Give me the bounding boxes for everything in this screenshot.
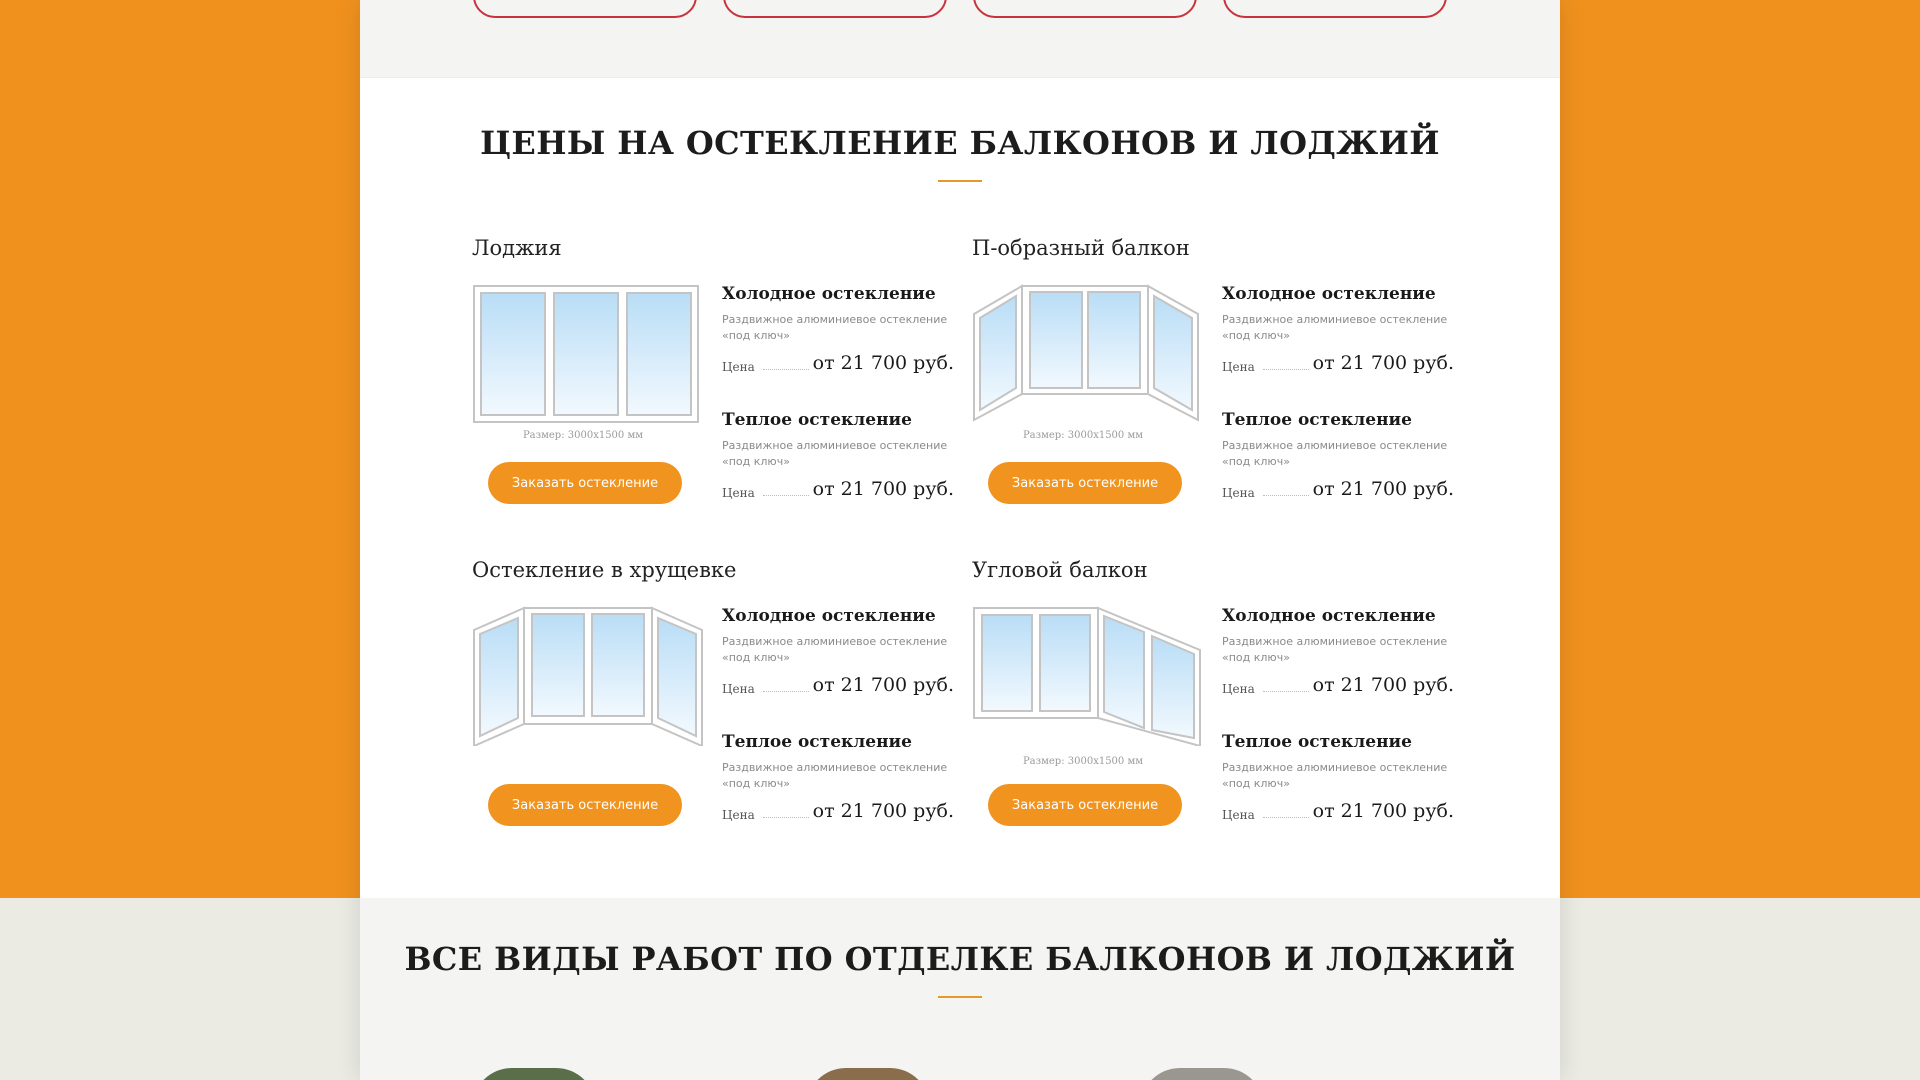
- price-value: от 21 700 руб.: [1312, 478, 1454, 500]
- previous-section: [360, 0, 1560, 78]
- option-name: Холодное остекление: [722, 606, 936, 626]
- top-tab-button[interactable]: [1223, 0, 1447, 18]
- price-leader: [1263, 495, 1309, 496]
- price-row: [1222, 800, 1454, 822]
- work-photo-thumbnail[interactable]: [472, 1068, 596, 1080]
- page-content: [360, 0, 1560, 1080]
- top-tab-button[interactable]: [473, 0, 697, 18]
- price-value: от 21 700 руб.: [812, 674, 954, 696]
- size-label: Размер: 3000х1500 мм: [522, 430, 644, 441]
- order-glazing-button[interactable]: Заказать остекление: [988, 462, 1182, 504]
- price-value: от 21 700 руб.: [1312, 674, 1454, 696]
- price-row: [722, 478, 954, 500]
- price-leader: [1263, 817, 1309, 818]
- price-leader: [763, 369, 809, 370]
- cold-glazing-option: [722, 284, 954, 374]
- option-name: Теплое остекление: [722, 410, 912, 430]
- prices-section-title: ЦЕНЫ НА ОСТЕКЛЕНИЕ БАЛКОНОВ И ЛОДЖИЙ: [480, 124, 1440, 162]
- card-title: Угловой балкон: [972, 558, 1148, 582]
- size-label: Размер: 3000х1500 мм: [1022, 430, 1144, 441]
- price-label: Цена: [722, 808, 755, 822]
- top-tab-button[interactable]: [973, 0, 1197, 18]
- price-leader: [763, 495, 809, 496]
- price-row: [1222, 352, 1454, 374]
- option-description: Раздвижное алюминиевое остекление «под ключ»: [1222, 313, 1448, 342]
- warm-glazing-option: [1222, 732, 1454, 822]
- price-value: от 21 700 руб.: [812, 478, 954, 500]
- title-divider: [938, 996, 982, 998]
- warm-glazing-option: [1222, 410, 1454, 500]
- option-name: Теплое остекление: [1222, 410, 1412, 430]
- warm-glazing-option: [722, 732, 954, 822]
- price-value: от 21 700 руб.: [1312, 352, 1454, 374]
- option-name: Холодное остекление: [722, 284, 936, 304]
- cold-glazing-option: [722, 606, 954, 696]
- order-glazing-button[interactable]: Заказать остекление: [488, 462, 682, 504]
- price-label: Цена: [1222, 682, 1255, 696]
- price-row: [722, 674, 954, 696]
- option-name: Холодное остекление: [1222, 284, 1436, 304]
- option-name: Теплое остекление: [1222, 732, 1412, 752]
- works-section: [360, 898, 1560, 1080]
- option-name: Холодное остекление: [1222, 606, 1436, 626]
- option-description: Раздвижное алюминиевое остекление «под ключ»: [722, 761, 948, 790]
- straight-window-icon: [472, 284, 704, 424]
- cold-glazing-option: [1222, 284, 1454, 374]
- price-row: [722, 800, 954, 822]
- card-title: П-образный балкон: [972, 236, 1190, 260]
- option-description: Раздвижное алюминиевое остекление «под ключ»: [1222, 761, 1448, 790]
- option-description: Раздвижное алюминиевое остекление «под ключ»: [1222, 635, 1448, 664]
- price-card-khrushchevka: [472, 558, 962, 858]
- trapezoid-window-icon: [472, 606, 704, 746]
- price-label: Цена: [1222, 360, 1255, 374]
- option-description: Раздвижное алюминиевое остекление «под ключ»: [1222, 439, 1448, 468]
- title-divider: [938, 180, 982, 182]
- option-description: Раздвижное алюминиевое остекление «под ключ»: [722, 439, 948, 468]
- work-photo-thumbnail[interactable]: [806, 1068, 930, 1080]
- card-title: Лоджия: [472, 236, 562, 260]
- option-description: Раздвижное алюминиевое остекление «под ключ»: [722, 313, 948, 342]
- top-tab-button[interactable]: [723, 0, 947, 18]
- corner-window-icon: [972, 606, 1204, 746]
- card-title: Остекление в хрущевке: [472, 558, 737, 582]
- size-label: Размер: 3000х1500 мм: [1022, 756, 1144, 767]
- order-glazing-button[interactable]: Заказать остекление: [488, 784, 682, 826]
- price-row: [1222, 674, 1454, 696]
- price-value: от 21 700 руб.: [812, 800, 954, 822]
- price-value: от 21 700 руб.: [812, 352, 954, 374]
- price-card-loggia: [472, 236, 962, 536]
- u-shaped-window-icon: [972, 284, 1204, 424]
- option-name: Теплое остекление: [722, 732, 912, 752]
- option-description: Раздвижное алюминиевое остекление «под ключ»: [722, 635, 948, 664]
- price-leader: [763, 691, 809, 692]
- price-label: Цена: [1222, 808, 1255, 822]
- price-card-corner-balcony: [972, 558, 1462, 858]
- price-label: Цена: [722, 682, 755, 696]
- work-photo-thumbnail[interactable]: [1140, 1068, 1264, 1080]
- price-leader: [763, 817, 809, 818]
- price-label: Цена: [1222, 486, 1255, 500]
- cold-glazing-option: [1222, 606, 1454, 696]
- works-section-title: ВСЕ ВИДЫ РАБОТ ПО ОТДЕЛКЕ БАЛКОНОВ И ЛОДЖИЙ: [404, 940, 1516, 978]
- price-leader: [1263, 691, 1309, 692]
- price-card-u-shaped-balcony: [972, 236, 1462, 536]
- price-label: Цена: [722, 360, 755, 374]
- price-leader: [1263, 369, 1309, 370]
- warm-glazing-option: [722, 410, 954, 500]
- price-value: от 21 700 руб.: [1312, 800, 1454, 822]
- order-glazing-button[interactable]: Заказать остекление: [988, 784, 1182, 826]
- price-label: Цена: [722, 486, 755, 500]
- price-row: [722, 352, 954, 374]
- price-row: [1222, 478, 1454, 500]
